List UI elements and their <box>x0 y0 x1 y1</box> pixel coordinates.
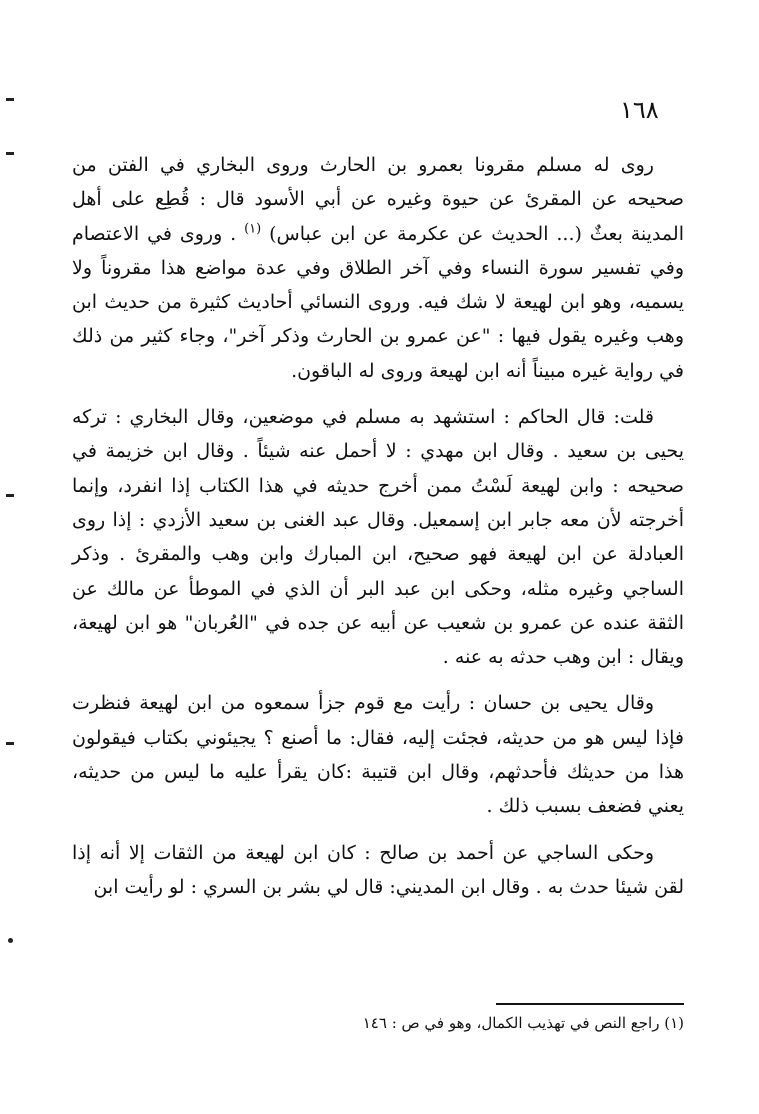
paragraph-1-text: روى له مسلم مقرونا بعمرو بن الحارث وروى البخاري في الفتن من صحيحه عن المقرئ عن حيوة وغيره عن أبي الأسود قال : قُطِع على أهل المدينة بعثٌ (... الحديث عن عكرمة عن ابن عباس) <box>72 154 684 245</box>
paragraph-1-continuation: . وروى في الاعتصام وفي تفسير سورة النساء وفي آخر الطلاق وفي عدة مواضع هذا مقروناً ولا يسميه، وهو ابن لهيعة لا شك فيه. وروى النسائي أحاديث كثيرة من حديث ابن وهب وغيره يقول فيها : "عن عمرو بن الحارث وذكر آخر"، وجاء كثير من ذلك في رواية غيره مبيناً أنه ابن لهيعة وروى له الباقون. <box>72 222 684 382</box>
margin-mark <box>6 742 14 745</box>
paragraph-1 <box>72 148 684 388</box>
footnote-separator <box>496 1003 684 1005</box>
margin-mark <box>6 494 14 497</box>
paragraph-4: وحكى الساجي عن أحمد بن صالح : كان ابن لهيعة من الثقات إلا أنه إذا لقن شيئا حدث به . وقال ابن المديني: قال لي بشر بن السري : لو رأيت ابن <box>72 841 684 898</box>
page-number: ١٦٨ <box>620 96 659 124</box>
footnote-reference: (١) <box>244 221 262 237</box>
margin-dot <box>8 938 13 943</box>
footnote: (١) راجع النص في تهذيب الكمال، وهو في ص : ١٤٦ <box>362 1014 684 1032</box>
paragraph-3: وقال يحيى بن حسان : رأيت مع قوم جزأ سمعوه من ابن لهيعة فنظرت فإذا ليس هو من حديثه، فجئت إليه، فقال: ما أصنع ؟ يجيئوني بكتاب فيقولون هذا من حديثك فأحدثهم، وقال ابن قتيبة :كان يقرأ عليه ما ليس من حديثه، يعني فضعف بسبب ذلك . <box>72 692 684 818</box>
margin-mark <box>6 152 14 155</box>
margin-mark <box>6 98 14 101</box>
paragraph-2: قلت: قال الحاكم : استشهد به مسلم في موضعين، وقال البخاري : تركه يحيى بن سعيد . وقال ابن مهدي : لا أحمل عنه شيئاً . وقال ابن خزيمة في صحيحه : وابن لهيعة لَسْتُ ممن أخرج حديثه في هذا الكتاب إذا انفرد، وإنما أخرجته لأن معه جابر ابن إسمعيل. وقال عبد الغنى بن سعيد الأزدي : إذا روى العبادلة عن ابن لهيعة فهو صحيح، ابن المبارك وابن وهب والمقرئ . وذكر الساجي وغيره مثله، وحكى ابن عبد البر أن الذي في الموطأ عن مالك عن الثقة عنده عن عمرو بن شعيب عن أبيه عن جده في "العُربان" هو ابن لهيعة، ويقال : ابن وهب حدثه به عنه . <box>72 406 684 669</box>
body-text <box>72 148 684 904</box>
